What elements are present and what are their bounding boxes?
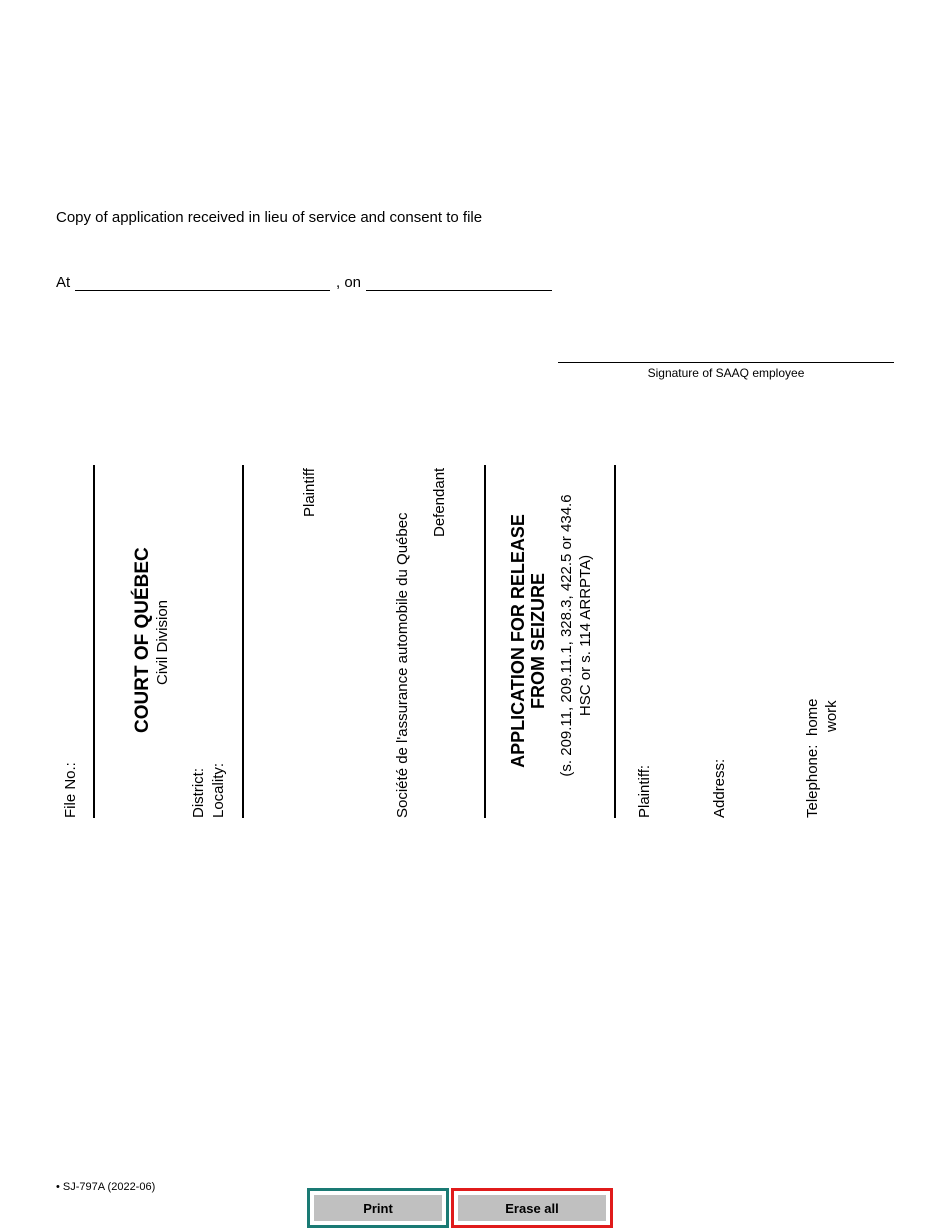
at-label: At	[56, 274, 71, 291]
form-code: • SJ-797A (2022-06)	[56, 1181, 156, 1193]
locality-label: Locality:	[210, 762, 227, 818]
print-button[interactable]: Print	[314, 1195, 442, 1221]
erase-all-button-frame	[451, 1188, 613, 1228]
plaintiff-role: Plaintiff	[301, 468, 318, 517]
consent-statement: Copy of application received in lieu of service and consent to file	[56, 209, 483, 226]
court-division: Civil Division	[154, 599, 171, 685]
date-field[interactable]	[366, 274, 552, 291]
place-field[interactable]	[75, 274, 330, 291]
divider	[93, 465, 95, 818]
print-button-frame	[307, 1188, 449, 1228]
district-label: District:	[190, 768, 207, 818]
signature-line[interactable]	[558, 362, 894, 363]
signature-label: Signature of SAAQ employee	[647, 366, 805, 380]
file-cover-panel	[56, 465, 846, 818]
plaintiff-label: Plaintiff:	[636, 764, 653, 818]
divider	[484, 465, 486, 818]
defendant-role: Defendant	[431, 467, 448, 537]
divider	[242, 465, 244, 818]
application-sections: (s. 209.11, 209.11.1, 328.3, 422.5 or 434.6 HSC or s. 114 ARRPTA)	[558, 494, 594, 777]
defendant-name: Société de l'assurance automobile du Québec	[394, 512, 411, 818]
erase-all-button[interactable]: Erase all	[458, 1195, 606, 1221]
on-label: , on	[336, 274, 362, 291]
telephone-home-label: home	[804, 698, 821, 736]
divider	[614, 465, 616, 818]
telephone-label: Telephone:	[804, 744, 821, 818]
court-name: COURT OF QUÉBEC	[132, 547, 153, 733]
file-no-label: File No.:	[62, 762, 79, 818]
application-title: APPLICATION FOR RELEASE FROM SEIZURE	[508, 514, 548, 768]
address-label: Address:	[711, 758, 728, 818]
telephone-work-label: work	[823, 700, 840, 732]
